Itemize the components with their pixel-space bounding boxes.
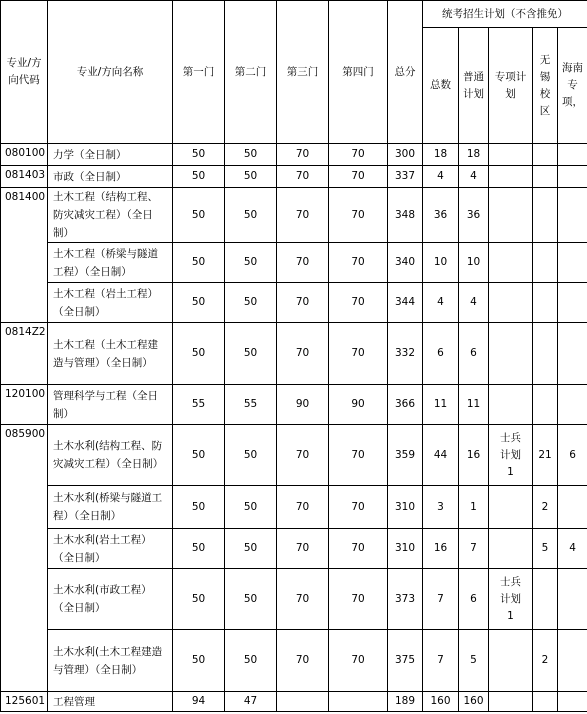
quota-regular: 18 — [459, 144, 489, 166]
major-name: 工程管理 — [48, 692, 173, 712]
score-second: 55 — [225, 385, 277, 425]
score-total: 359 — [388, 425, 423, 486]
header-name: 专业/方向名称 — [48, 1, 173, 144]
score-first: 55 — [173, 385, 225, 425]
major-name: 土木水利(结构工程、防灾减灾工程）（全日制） — [48, 425, 173, 486]
score-second: 50 — [225, 630, 277, 692]
score-total: 310 — [388, 486, 423, 529]
score-second: 50 — [225, 166, 277, 188]
quota-wuxi — [533, 283, 558, 323]
score-total: 340 — [388, 243, 423, 283]
quota-wuxi — [533, 692, 558, 712]
score-third: 70 — [277, 569, 329, 630]
score-third: 70 — [277, 323, 329, 385]
major-name: 力学（全日制） — [48, 144, 173, 166]
header-third: 第三门 — [277, 1, 329, 144]
quota-regular: 16 — [459, 425, 489, 486]
header-first: 第一门 — [173, 1, 225, 144]
header-quota-total: 总数 — [423, 28, 459, 144]
table-row — [1, 486, 587, 529]
quota-regular: 4 — [459, 166, 489, 188]
score-third: 90 — [277, 385, 329, 425]
score-third: 70 — [277, 425, 329, 486]
score-second: 50 — [225, 188, 277, 243]
score-total: 332 — [388, 323, 423, 385]
major-name: 土木水利(桥梁与隧道工程）（全日制） — [48, 486, 173, 529]
header-hainan: 海南专项， — [558, 28, 587, 144]
quota-wuxi — [533, 569, 558, 630]
quota-hainan — [558, 569, 587, 630]
score-fourth: 70 — [329, 166, 388, 188]
score-first: 50 — [173, 425, 225, 486]
score-total: 348 — [388, 188, 423, 243]
quota-hainan — [558, 144, 587, 166]
score-fourth: 90 — [329, 385, 388, 425]
major-name: 土木工程（结构工程、防灾减灾工程）（全日制） — [48, 188, 173, 243]
quota-wuxi — [533, 188, 558, 243]
quota-regular: 1 — [459, 486, 489, 529]
quota-regular: 5 — [459, 630, 489, 692]
score-fourth: 70 — [329, 323, 388, 385]
table-row — [1, 692, 587, 712]
quota-special — [489, 283, 533, 323]
table-row — [1, 166, 587, 188]
major-name: 市政（全日制） — [48, 166, 173, 188]
score-fourth: 70 — [329, 486, 388, 529]
quota-wuxi — [533, 323, 558, 385]
major-name: 土木水利(市政工程）（全日制） — [48, 569, 173, 630]
score-total: 189 — [388, 692, 423, 712]
score-fourth: 70 — [329, 425, 388, 486]
header-fourth: 第四门 — [329, 1, 388, 144]
major-code: 081403 — [1, 166, 48, 188]
quota-wuxi: 2 — [533, 486, 558, 529]
header-regular: 普通计划 — [459, 28, 489, 144]
quota-regular: 11 — [459, 385, 489, 425]
table-row — [1, 323, 587, 385]
score-third: 70 — [277, 144, 329, 166]
score-second: 50 — [225, 529, 277, 569]
quota-hainan — [558, 692, 587, 712]
score-first: 94 — [173, 692, 225, 712]
score-total: 300 — [388, 144, 423, 166]
major-name: 土木水利(岩土工程）（全日制） — [48, 529, 173, 569]
table-row — [1, 529, 587, 569]
score-third: 70 — [277, 486, 329, 529]
header-total: 总分 — [388, 1, 423, 144]
quota-total: 36 — [423, 188, 459, 243]
table-row — [1, 243, 587, 283]
score-total: 337 — [388, 166, 423, 188]
quota-total: 3 — [423, 486, 459, 529]
quota-total: 160 — [423, 692, 459, 712]
score-total: 344 — [388, 283, 423, 323]
quota-wuxi: 2 — [533, 630, 558, 692]
score-first: 50 — [173, 323, 225, 385]
header-wuxi: 无锡校区 — [533, 28, 558, 144]
quota-special — [489, 144, 533, 166]
quota-special — [489, 166, 533, 188]
score-third: 70 — [277, 630, 329, 692]
major-name: 土木工程（岩土工程）（全日制） — [48, 283, 173, 323]
major-code: 120100 — [1, 385, 48, 425]
major-name: 土木工程（土木工程建造与管理）（全日制） — [48, 323, 173, 385]
table-row — [1, 630, 587, 692]
score-first: 50 — [173, 243, 225, 283]
quota-total: 44 — [423, 425, 459, 486]
score-first: 50 — [173, 283, 225, 323]
major-code: 0814Z2 — [1, 323, 48, 385]
major-name: 管理科学与工程（全日制） — [48, 385, 173, 425]
score-first: 50 — [173, 630, 225, 692]
score-second: 50 — [225, 486, 277, 529]
score-third: 70 — [277, 166, 329, 188]
quota-special — [489, 630, 533, 692]
score-total: 373 — [388, 569, 423, 630]
score-fourth: 70 — [329, 243, 388, 283]
score-first: 50 — [173, 188, 225, 243]
score-fourth: 70 — [329, 188, 388, 243]
score-second: 50 — [225, 569, 277, 630]
score-total: 366 — [388, 385, 423, 425]
major-code: 085900 — [1, 425, 48, 692]
score-fourth: 70 — [329, 529, 388, 569]
quota-wuxi — [533, 166, 558, 188]
score-first: 50 — [173, 569, 225, 630]
quota-total: 11 — [423, 385, 459, 425]
quota-special — [489, 243, 533, 283]
quota-hainan — [558, 243, 587, 283]
major-name: 土木水利(土木工程建造与管理）（全日制） — [48, 630, 173, 692]
quota-total: 16 — [423, 529, 459, 569]
score-second: 50 — [225, 283, 277, 323]
score-third: 70 — [277, 283, 329, 323]
quota-hainan — [558, 385, 587, 425]
quota-regular: 10 — [459, 243, 489, 283]
header-quota: 统考招生计划（不含推免） — [423, 1, 587, 28]
score-total: 375 — [388, 630, 423, 692]
score-second: 50 — [225, 323, 277, 385]
quota-total: 4 — [423, 166, 459, 188]
header-code: 专业/方向代码 — [1, 1, 48, 144]
major-code: 081400 — [1, 188, 48, 323]
table-row — [1, 144, 587, 166]
score-second: 47 — [225, 692, 277, 712]
score-total: 310 — [388, 529, 423, 569]
quota-total: 7 — [423, 569, 459, 630]
quota-regular: 6 — [459, 323, 489, 385]
quota-hainan — [558, 486, 587, 529]
table-row — [1, 425, 587, 486]
quota-total: 7 — [423, 630, 459, 692]
quota-special — [489, 692, 533, 712]
table-row — [1, 569, 587, 630]
score-first: 50 — [173, 486, 225, 529]
quota-hainan — [558, 323, 587, 385]
quota-hainan — [558, 283, 587, 323]
score-first: 50 — [173, 166, 225, 188]
quota-regular: 160 — [459, 692, 489, 712]
score-fourth: 70 — [329, 144, 388, 166]
quota-total: 4 — [423, 283, 459, 323]
quota-wuxi: 5 — [533, 529, 558, 569]
quota-regular: 7 — [459, 529, 489, 569]
score-second: 50 — [225, 425, 277, 486]
table-body — [1, 144, 587, 712]
header-special: 专项计划 — [489, 28, 533, 144]
quota-special — [489, 188, 533, 243]
score-third — [277, 692, 329, 712]
quota-regular: 36 — [459, 188, 489, 243]
table-row — [1, 385, 587, 425]
quota-total: 18 — [423, 144, 459, 166]
table-row — [1, 283, 587, 323]
major-name: 土木工程（桥梁与隧道工程）（全日制） — [48, 243, 173, 283]
score-third: 70 — [277, 529, 329, 569]
quota-hainan — [558, 166, 587, 188]
quota-special — [489, 385, 533, 425]
score-second: 50 — [225, 243, 277, 283]
quota-wuxi — [533, 385, 558, 425]
score-third: 70 — [277, 243, 329, 283]
quota-hainan — [558, 188, 587, 243]
score-fourth — [329, 692, 388, 712]
quota-total: 10 — [423, 243, 459, 283]
quota-regular: 4 — [459, 283, 489, 323]
quota-wuxi — [533, 243, 558, 283]
quota-special — [489, 486, 533, 529]
quota-total: 6 — [423, 323, 459, 385]
major-code: 125601 — [1, 692, 48, 712]
quota-special — [489, 323, 533, 385]
quota-special: 士兵计划 1 — [489, 569, 533, 630]
quota-wuxi: 21 — [533, 425, 558, 486]
quota-special: 士兵计划 1 — [489, 425, 533, 486]
score-fourth: 70 — [329, 283, 388, 323]
table-row — [1, 188, 587, 243]
score-fourth: 70 — [329, 569, 388, 630]
quota-hainan: 6 — [558, 425, 587, 486]
quota-regular: 6 — [459, 569, 489, 630]
score-second: 50 — [225, 144, 277, 166]
header-second: 第二门 — [225, 1, 277, 144]
score-fourth: 70 — [329, 630, 388, 692]
major-code: 080100 — [1, 144, 48, 166]
score-third: 70 — [277, 188, 329, 243]
quota-special — [489, 529, 533, 569]
score-first: 50 — [173, 144, 225, 166]
quota-hainan: 4 — [558, 529, 587, 569]
quota-hainan — [558, 630, 587, 692]
score-first: 50 — [173, 529, 225, 569]
quota-wuxi — [533, 144, 558, 166]
